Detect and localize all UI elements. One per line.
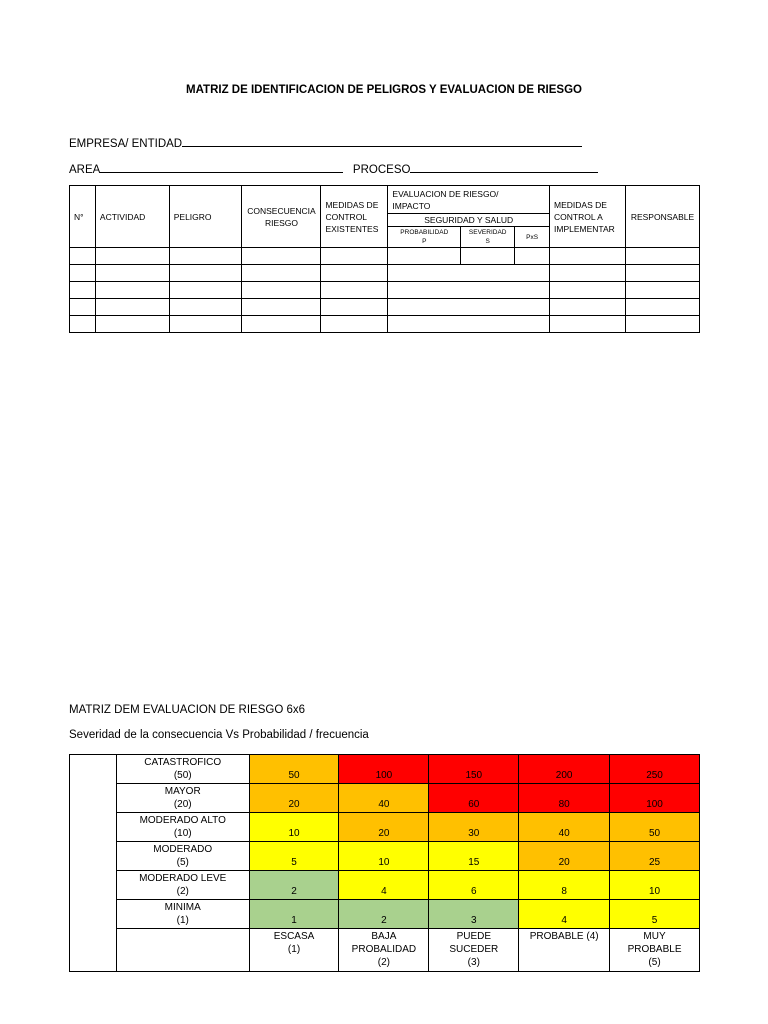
- severity-label: MODERADO (5): [116, 842, 249, 871]
- matrix-cell: 40: [339, 784, 429, 813]
- matrix-cell: 15: [429, 842, 519, 871]
- matrix-cell: 250: [610, 755, 700, 784]
- matrix-title: MATRIZ DEM EVALUACION DE RIESGO 6x6: [69, 704, 306, 716]
- probability-label: ESCASA (1): [249, 929, 339, 972]
- matrix-cell: 10: [610, 871, 700, 900]
- matrix-cell: 50: [610, 813, 700, 842]
- matrix-cell: 25: [610, 842, 700, 871]
- proceso-label: PROCESO: [352, 164, 411, 176]
- matrix-corner: [70, 755, 117, 972]
- table-row: [70, 282, 700, 299]
- severity-label: MAYOR (20): [116, 784, 249, 813]
- matrix-cell: 50: [249, 755, 339, 784]
- matrix-cell: 200: [519, 755, 610, 784]
- table-row: [70, 316, 700, 333]
- risk-matrix-table: [69, 754, 700, 972]
- matrix-cell: 100: [610, 784, 700, 813]
- table-row: [70, 265, 700, 282]
- probability-label: PUEDE SUCEDER (3): [429, 929, 519, 972]
- empresa-line: [69, 135, 582, 150]
- empresa-label: EMPRESA/ ENTIDAD: [69, 138, 183, 150]
- matrix-cell: 8: [519, 871, 610, 900]
- matrix-cell: 40: [519, 813, 610, 842]
- probability-label: BAJA PROBALIDAD (2): [339, 929, 429, 972]
- hazard-identification-table: [69, 185, 700, 333]
- matrix-cell: 100: [339, 755, 429, 784]
- matrix-cell: 80: [519, 784, 610, 813]
- matrix-blank-cell: [116, 929, 249, 972]
- area-label: AREA: [69, 164, 101, 176]
- proceso-field[interactable]: [410, 161, 598, 173]
- area-proceso-line: [69, 161, 598, 176]
- table-row: [70, 248, 700, 265]
- matrix-cell: 30: [429, 813, 519, 842]
- probability-label: MUY PROBABLE (5): [610, 929, 700, 972]
- matrix-cell: 6: [429, 871, 519, 900]
- header-responsable: RESPONSABLE: [625, 186, 699, 248]
- matrix-cell: 20: [519, 842, 610, 871]
- table-row: [70, 299, 700, 316]
- matrix-cell: 2: [249, 871, 339, 900]
- matrix-cell: 1: [249, 900, 339, 929]
- matrix-cell: 10: [249, 813, 339, 842]
- matrix-subtitle: Severidad de la consecuencia Vs Probabilidad / frecuencia: [69, 729, 369, 741]
- header-no: N°: [70, 186, 96, 248]
- severity-label: MODERADO ALTO (10): [116, 813, 249, 842]
- header-probabilidad: PROBABILIDAD P: [388, 227, 461, 248]
- header-pxs: PxS: [515, 227, 550, 248]
- matrix-cell: 4: [339, 871, 429, 900]
- matrix-cell: 5: [249, 842, 339, 871]
- matrix-cell: 3: [429, 900, 519, 929]
- header-seguridad: SEGURIDAD Y SALUD: [388, 214, 550, 227]
- probability-label: PROBABLE (4): [519, 929, 610, 972]
- header-actividad: ACTIVIDAD: [95, 186, 169, 248]
- matrix-cell: 2: [339, 900, 429, 929]
- empresa-field[interactable]: [182, 135, 582, 147]
- severity-label: MINIMA (1): [116, 900, 249, 929]
- header-medidas-existentes: MEDIDAS DE CONTROL EXISTENTES: [321, 186, 388, 248]
- matrix-cell: 60: [429, 784, 519, 813]
- matrix-cell: 10: [339, 842, 429, 871]
- matrix-cell: 5: [610, 900, 700, 929]
- matrix-cell: 20: [249, 784, 339, 813]
- header-consecuencia: CONSECUENCIA RIESGO: [242, 186, 321, 248]
- matrix-cell: 4: [519, 900, 610, 929]
- area-field[interactable]: [100, 161, 343, 173]
- severity-label: MODERADO LEVE (2): [116, 871, 249, 900]
- header-peligro: PELIGRO: [169, 186, 242, 248]
- document-title: MATRIZ DE IDENTIFICACION DE PELIGROS Y EVALUACION DE RIESGO: [186, 84, 582, 96]
- header-severidad: SEVERIDAD S: [461, 227, 515, 248]
- severity-label: CATASTROFICO (50): [116, 755, 249, 784]
- matrix-cell: 20: [339, 813, 429, 842]
- header-evaluacion: EVALUACION DE RIESGO/ IMPACTO: [388, 186, 550, 214]
- matrix-cell: 150: [429, 755, 519, 784]
- header-medidas-implementar: MEDIDAS DE CONTROL A IMPLEMENTAR: [550, 186, 626, 248]
